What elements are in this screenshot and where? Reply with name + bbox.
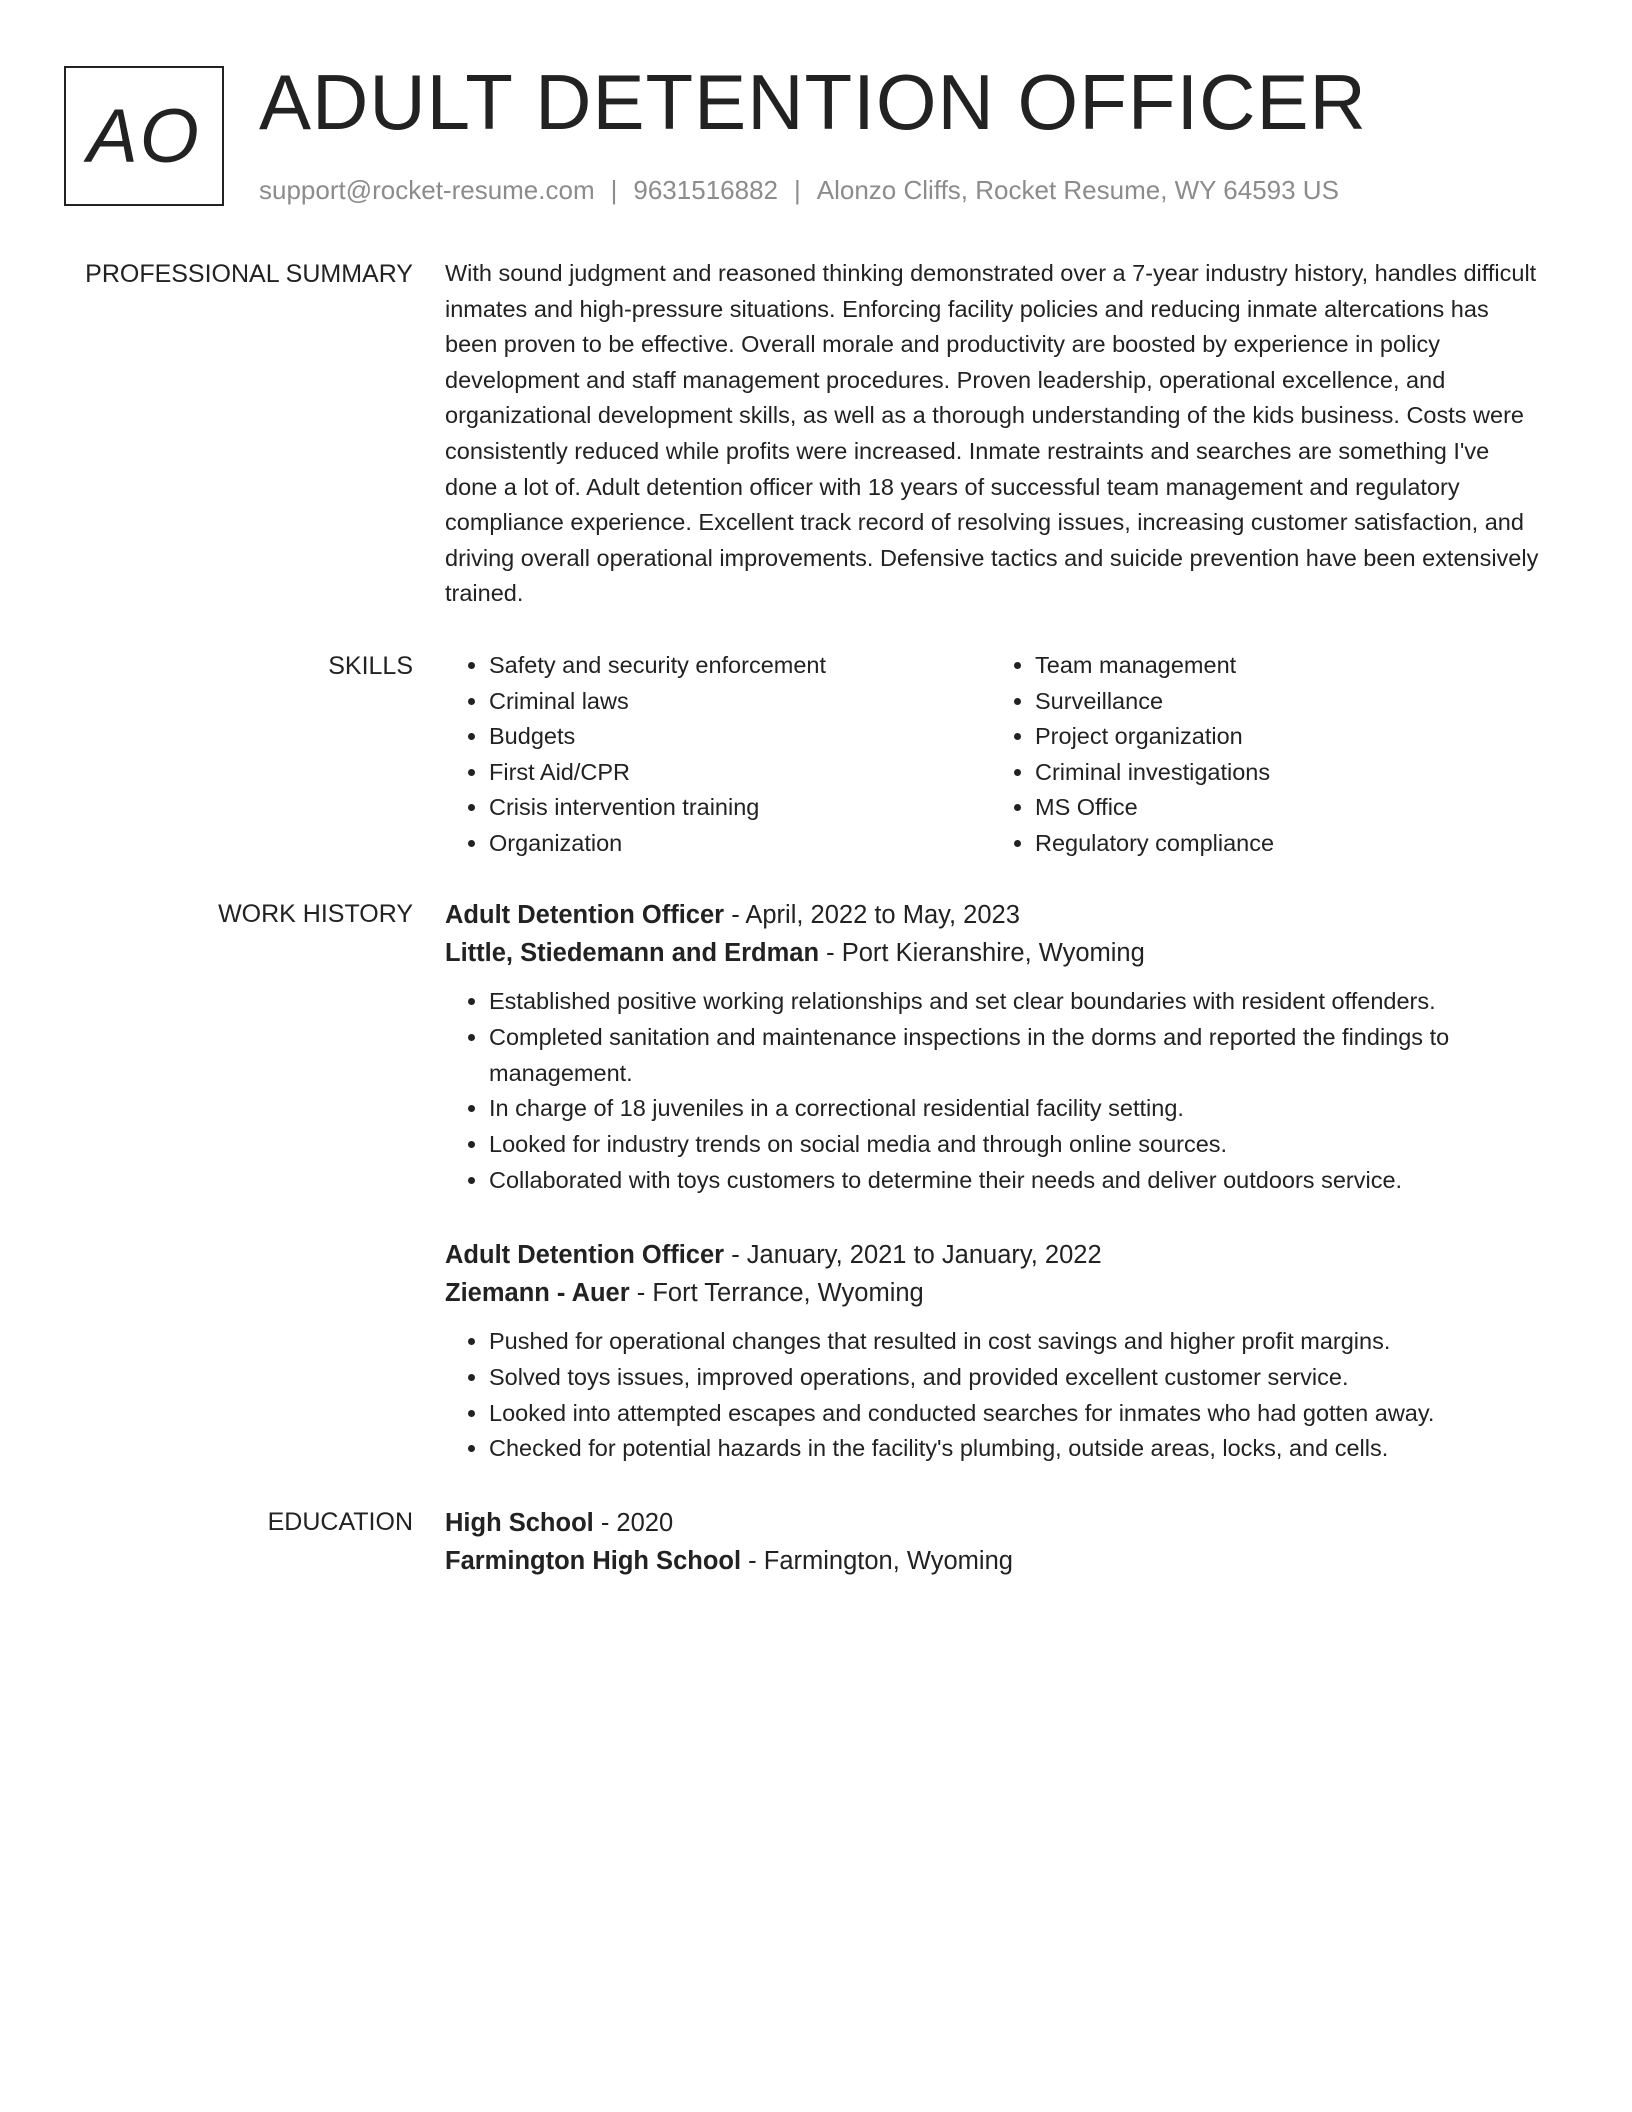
- skill-item: • Project organization: [1035, 719, 1535, 755]
- summary-body: [445, 256, 1545, 612]
- job-bullet: • Completed sanitation and maintenance inspections in the dorms and reported the findings to management.: [489, 1020, 1545, 1092]
- job-role: Adult Detention Officer: [445, 901, 725, 929]
- skill-item: • Regulatory compliance: [1035, 826, 1535, 862]
- skill-item: • Team management: [1035, 648, 1535, 684]
- job-dates: - April, 2022 to May, 2023: [731, 901, 1020, 929]
- job-role: Adult Detention Officer: [445, 1241, 725, 1269]
- job-bullet: • Looked for industry trends on social media and through online sources.: [489, 1127, 1545, 1163]
- contact-email[interactable]: support@rocket-resume.com: [259, 175, 595, 205]
- skill-item: • Safety and security enforcement: [489, 648, 991, 684]
- contact-separator: |: [610, 175, 618, 205]
- job-company-line: [445, 1274, 1545, 1312]
- skill-item: • Budgets: [489, 719, 991, 755]
- summary-heading: PROFESSIONAL SUMMARY: [85, 260, 413, 288]
- skills-list-left: [445, 648, 991, 862]
- contact-phone[interactable]: 9631516882: [633, 175, 778, 205]
- skill-item: • Crisis intervention training: [489, 790, 991, 826]
- job-bullets: [445, 1324, 1545, 1467]
- skill-item: • MS Office: [1035, 790, 1535, 826]
- skill-item: • Criminal investigations: [1035, 755, 1535, 791]
- skill-item: • Criminal laws: [489, 684, 991, 720]
- job-company-line: [445, 934, 1545, 972]
- contact-separator: |: [794, 175, 801, 205]
- initials-text: AO: [87, 93, 201, 179]
- summary-text: With sound judgment and reasoned thinking demonstrated over a 7-year industry history, handles difficult inmates and high-pressure situations. Enforcing facility policies and reducing inmate altercations has been proven to be effective. Overall morale and productivity are boosted by experience in policy development and staff management procedures. Proven leadership, operational excellence, and organizational development skills, as well as a thorough understanding of the kids business. Costs were consistently reduced while profits were increased. Inmate restraints and searches are something I've done a lot of. Adult detention officer with 18 years of successful team management and regulatory compliance experience. Excellent track record of resolving issues, increasing customer satisfaction, and driving overall operational improvements. Defensive tactics and suicide prevention have been extensively trained.: [445, 260, 1539, 607]
- education-location: - Farmington, Wyoming: [748, 1547, 1013, 1575]
- education-degree: High School: [445, 1509, 594, 1537]
- work-history-body: [445, 1236, 1545, 1467]
- skills-heading: SKILLS: [328, 652, 413, 680]
- skill-item: • Surveillance: [1035, 684, 1535, 720]
- skill-item: • First Aid/CPR: [489, 755, 991, 791]
- job-entry: [445, 896, 1545, 1199]
- work-history-heading: WORK HISTORY: [218, 900, 413, 928]
- work-history-body: [445, 896, 1545, 1199]
- job-bullet: • Pushed for operational changes that resulted in cost savings and higher profit margins.: [489, 1324, 1545, 1360]
- job-bullet: • Checked for potential hazards in the facility's plumbing, outside areas, locks, and cells.: [489, 1431, 1545, 1467]
- education-school: Farmington High School: [445, 1547, 742, 1575]
- job-bullets: [445, 984, 1545, 1199]
- contact-address: Alonzo Cliffs, Rocket Resume, WY 64593 US: [816, 175, 1339, 205]
- skill-item: • Organization: [489, 826, 991, 862]
- education-degree-line: [445, 1504, 1545, 1542]
- job-entry: [445, 1236, 1545, 1467]
- skills-body: [445, 648, 1545, 862]
- education-heading: EDUCATION: [267, 1508, 413, 1536]
- education-year: - 2020: [600, 1509, 674, 1537]
- skills-list-right: [991, 648, 1535, 862]
- job-title-line: [445, 896, 1545, 934]
- resume-title: ADULT DETENTION OFFICER: [259, 58, 1367, 146]
- education-school-line: [445, 1542, 1545, 1580]
- contact-line: [259, 172, 1339, 208]
- job-bullet: • Collaborated with toys customers to determine their needs and deliver outdoors service.: [489, 1163, 1545, 1199]
- job-dates: - January, 2021 to January, 2022: [731, 1241, 1102, 1269]
- education-body: [445, 1504, 1545, 1580]
- job-location: - Fort Terrance, Wyoming: [636, 1279, 924, 1307]
- job-bullet: • Looked into attempted escapes and conducted searches for inmates who had gotten away.: [489, 1396, 1545, 1432]
- job-company: Ziemann - Auer: [445, 1279, 630, 1307]
- job-company: Little, Stiedemann and Erdman: [445, 939, 820, 967]
- job-bullet: • Established positive working relationships and set clear boundaries with resident offenders.: [489, 984, 1545, 1020]
- job-location: - Port Kieranshire, Wyoming: [826, 939, 1145, 967]
- job-bullet: • In charge of 18 juveniles in a correctional residential facility setting.: [489, 1091, 1545, 1127]
- initials-monogram: [64, 66, 224, 206]
- job-title-line: [445, 1236, 1545, 1274]
- job-bullet: • Solved toys issues, improved operations, and provided excellent customer service.: [489, 1360, 1545, 1396]
